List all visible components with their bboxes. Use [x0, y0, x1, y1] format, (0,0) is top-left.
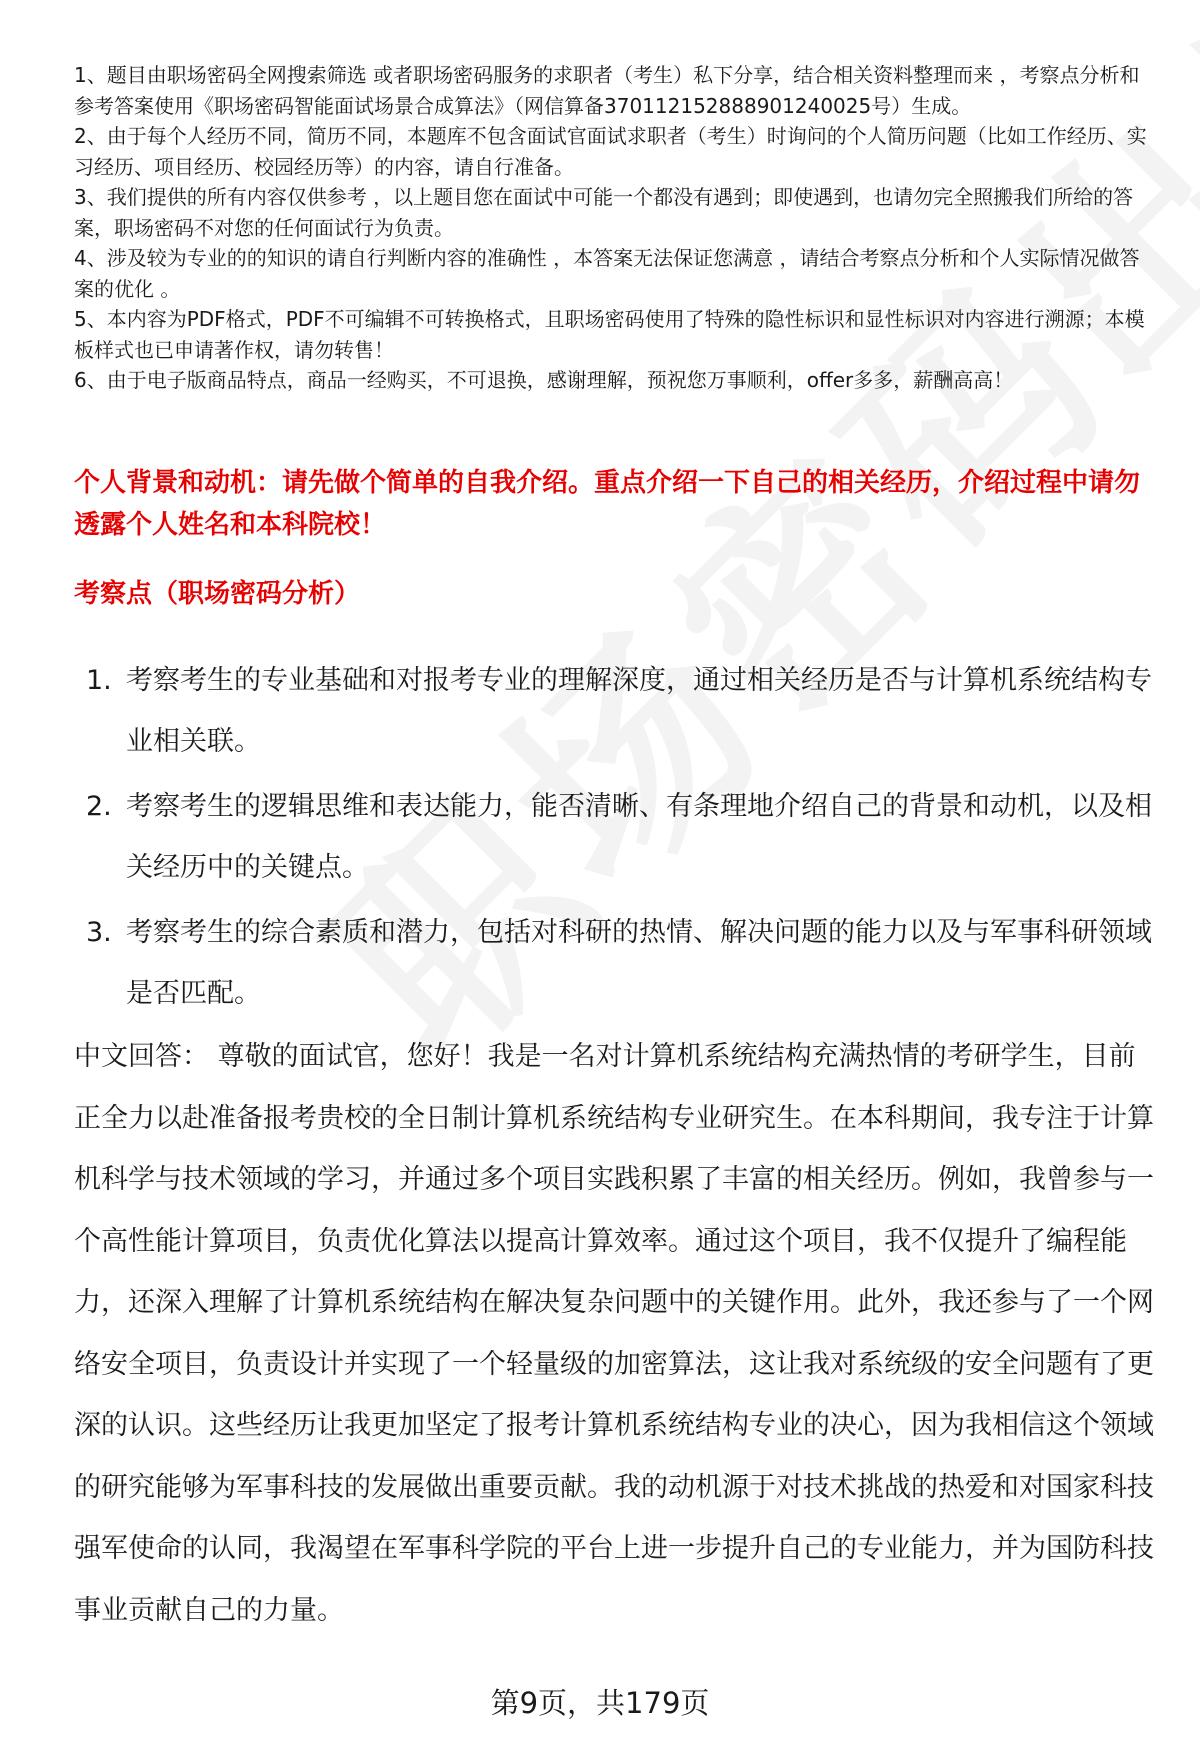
note-item: 2、由于每个人经历不同，简历不同，本题库不包含面试官面试求职者（考生）时询问的个人简历问题（比如工作经历、实习经历、项目经历、校园经历等）的内容，请自行准备。: [74, 124, 1147, 179]
list-text: 考察考生的综合素质和潜力，包括对科研的热情、解决问题的能力以及与军事科研领域是否匹配。: [126, 917, 1152, 1009]
list-number: 1.: [86, 665, 112, 696]
section-title: 考察点（职场密码分析）: [74, 579, 361, 609]
list-number: 2.: [86, 791, 112, 822]
note-item: 3、我们提供的所有内容仅供参考 ，以上题目您在面试中可能一个都没有遇到；即使遇到，也请勿完全照搬我们所给的答案，职场密码不对您的任何面试行为负责。: [74, 185, 1134, 240]
list-item: [74, 776, 1154, 898]
note-item: 4、涉及较为专业的的知识的请自行判断内容的准确性 ，本答案无法保证您满意 ，请结合考察点分析和个人实际情况做答案的优化 。: [74, 246, 1140, 301]
note-item: 1、题目由职场密码全网搜索筛选 或者职场密码服务的求职者（考生）私下分享，结合相关资料整理而来 ，考察点分析和参考答案使用《职场密码智能面试场景合成算法》（网信算备370112152888901240025号）生成。: [74, 63, 1140, 118]
interview-question: 个人背景和动机：请先做个简单的自我介绍。重点介绍一下自己的相关经历，介绍过程中请勿透露个人姓名和本科院校！: [74, 468, 1141, 540]
answer-paragraph: 中文回答： 尊敬的面试官，您好！我是一名对计算机系统结构充满热情的考研学生，目前正全力以赴准备报考贵校的全日制计算机系统结构专业研究生。在本科期间，我专注于计算机科学与技术领域的学习，并通过多个项目实践积累了丰富的相关经历。例如，我曾参与一个高性能计算项目，负责优化算法以提高计算效率。通过这个项目，我不仅提升了编程能力，还深入理解了计算机系统结构在解决复杂问题中的关键作用。此外，我还参与了一个网络安全项目，负责设计并实现了一个轻量级的加密算法，这让我对系统级的安全问题有了更深的认识。这些经历让我更加坚定了报考计算机系统结构专业的决心，因为我相信这个领域的研究能够为军事科技的发展做出重要贡献。我的动机源于对技术挑战的热爱和对国家科技强军使命的认同，我渴望在军事科学院的平台上进一步提升自己的专业能力，并为国防科技事业贡献自己的力量。: [74, 1041, 1154, 1626]
note-item: 6、由于电子版商品特点，商品一经购买，不可退换，感谢理解，预祝您万事顺利，offer多多，薪酬高高！: [74, 368, 1014, 392]
list-number: 3.: [86, 917, 112, 948]
note-item: 5、本内容为PDF格式，PDF不可编辑不可转换格式，且职场密码使用了特殊的隐性标识和显性标识对内容进行溯源；本模板样式也已申请著作权，请勿转售！: [74, 307, 1145, 362]
assessment-points: [74, 650, 1154, 1028]
list-text: 考察考生的专业基础和对报考专业的理解深度，通过相关经历是否与计算机系统结构专业相关联。: [126, 665, 1152, 757]
list-item: [74, 902, 1154, 1024]
list-text: 考察考生的逻辑思维和表达能力，能否清晰、有条理地介绍自己的背景和动机，以及相关经历中的关键点。: [126, 791, 1152, 883]
disclaimer-notes: [74, 60, 1154, 396]
page-number: 第9页，共179页: [490, 1686, 710, 1720]
list-item: [74, 650, 1154, 772]
